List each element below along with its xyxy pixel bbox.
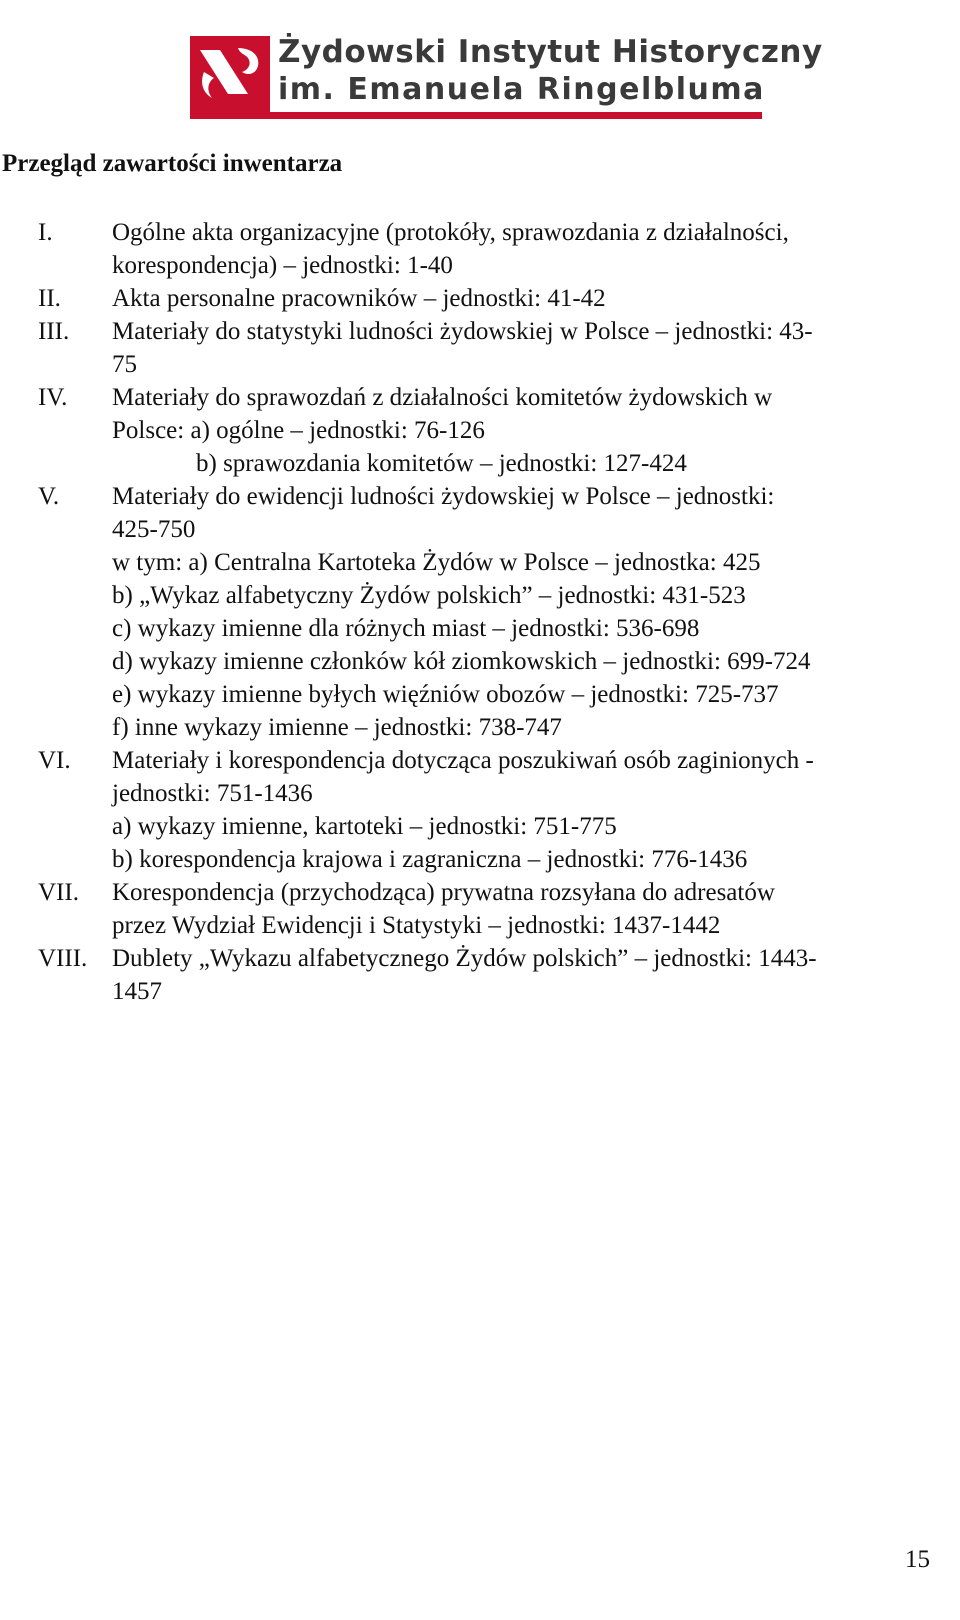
section-numeral: I. (38, 219, 53, 246)
logo-subtitle: im. Emanuela Ringelbluma (278, 72, 765, 107)
section-text-line: Materiały do sprawozdań z działalności komitetów żydowskich w (112, 384, 773, 411)
section-text-line: w tym: a) Centralna Kartoteka Żydów w Polsce – jednostka: 425 (112, 549, 761, 576)
section-subitem-line: b) sprawozdania komitetów – jednostki: 127-424 (196, 450, 687, 477)
section-text-line: Akta personalne pracowników – jednostki: 41-42 (112, 285, 606, 312)
section-numeral: VIII. (38, 945, 88, 972)
section-text-line: b) korespondencja krajowa i zagraniczna – jednostki: 776-1436 (112, 846, 748, 873)
logo-title: Żydowski Instytut Historyczny (278, 34, 823, 70)
section-text-line: a) wykazy imienne, kartoteki – jednostki: 751-775 (112, 813, 617, 840)
logo-underline (190, 112, 762, 119)
inventory-list (0, 216, 960, 1008)
inventory-section (0, 216, 960, 282)
section-text-line: c) wykazy imienne dla różnych miast – jednostki: 536-698 (112, 615, 700, 642)
section-text-line: 1457 (112, 978, 162, 1005)
section-text-line: Materiały do statystyki ludności żydowskiej w Polsce – jednostki: 43- (112, 318, 813, 345)
section-text-line: jednostki: 751-1436 (112, 780, 313, 807)
section-text-line: Polsce: a) ogólne – jednostki: 76-126 (112, 417, 485, 444)
section-text-line: f) inne wykazy imienne – jednostki: 738-747 (112, 714, 562, 741)
section-text-line: e) wykazy imienne byłych więźniów obozów – jednostki: 725-737 (112, 681, 779, 708)
section-numeral: II. (38, 285, 61, 312)
page-number: 15 (905, 1546, 930, 1573)
inventory-section (0, 282, 960, 315)
section-text-line: d) wykazy imienne członków kół ziomkowskich – jednostki: 699-724 (112, 648, 811, 675)
section-text-line: Materiały do ewidencji ludności żydowskiej w Polsce – jednostki: (112, 483, 775, 510)
logo-emblem-icon (190, 36, 270, 112)
inventory-section (0, 942, 960, 1008)
section-numeral: III. (38, 318, 70, 345)
inventory-section (0, 876, 960, 942)
inventory-section (0, 480, 960, 744)
section-numeral: VI. (38, 747, 71, 774)
section-text-line: Materiały i korespondencja dotycząca poszukiwań osób zaginionych - (112, 747, 814, 774)
section-text-line: korespondencja) – jednostki: 1-40 (112, 252, 453, 279)
section-text-line: Dublety „Wykazu alfabetycznego Żydów polskich” – jednostki: 1443- (112, 945, 817, 972)
section-numeral: V. (38, 483, 60, 510)
section-numeral: IV. (38, 384, 68, 411)
inventory-section (0, 315, 960, 381)
section-text-line: Ogólne akta organizacyjne (protokóły, sprawozdania z działalności, (112, 219, 789, 246)
inventory-section (0, 381, 960, 480)
section-text-line: Korespondencja (przychodząca) prywatna rozsyłana do adresatów (112, 879, 775, 906)
section-numeral: VII. (38, 879, 79, 906)
institute-logo (190, 30, 823, 120)
inventory-section (0, 744, 960, 876)
section-text-line: 75 (112, 351, 137, 378)
section-text-line: b) „Wykaz alfabetyczny Żydów polskich” – jednostki: 431-523 (112, 582, 746, 609)
section-text-line: 425-750 (112, 516, 196, 543)
section-text-line: przez Wydział Ewidencji i Statystyki – jednostki: 1437-1442 (112, 912, 721, 939)
page-heading: Przegląd zawartości inwentarza (2, 150, 343, 177)
